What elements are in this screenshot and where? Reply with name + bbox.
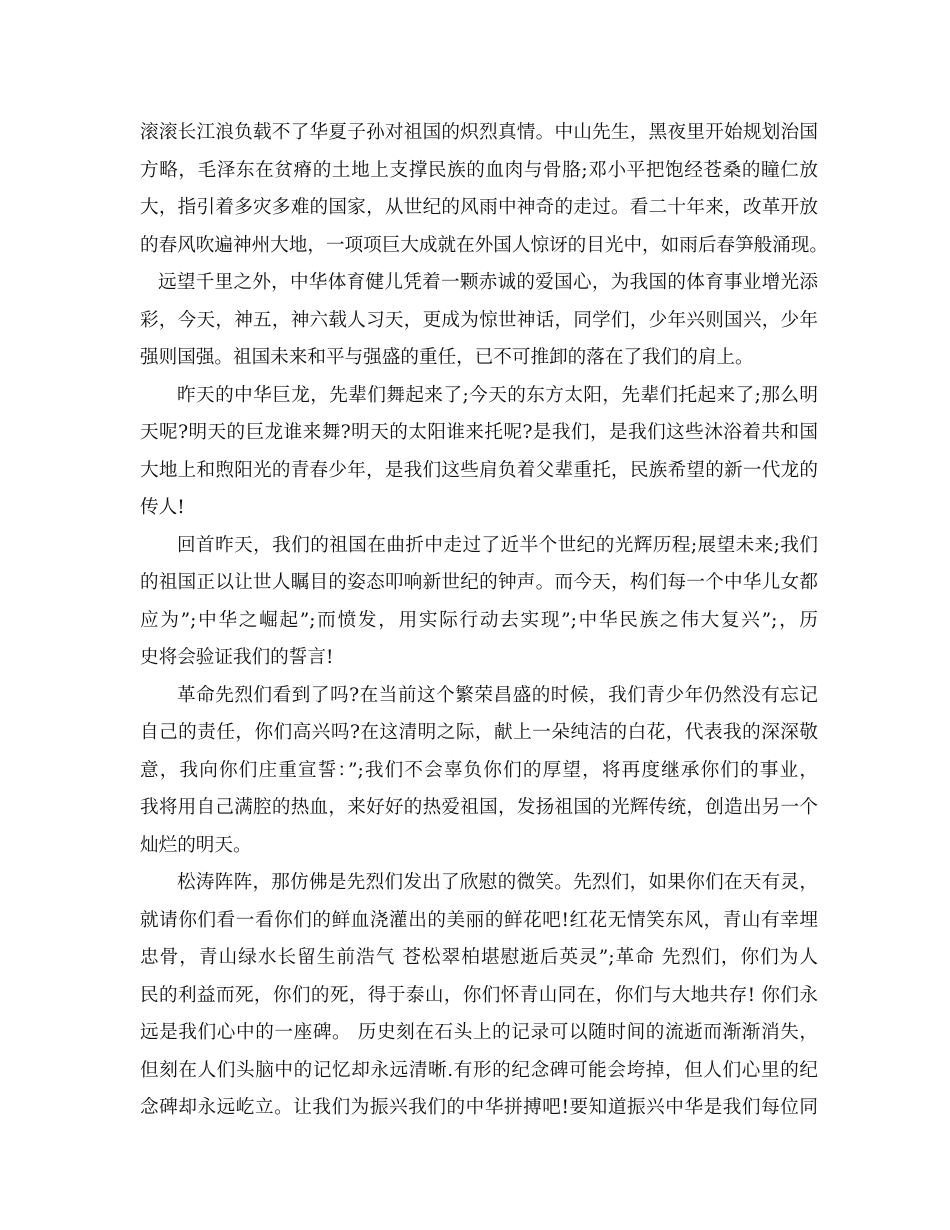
text-line: 方略，毛泽东在贫瘠的土地上支撑民族的血肉与骨胳;邓小平把饱经苍桑的瞳仁放: [140, 159, 818, 181]
text-line: 传人!: [140, 497, 185, 518]
document-body: [140, 114, 828, 1127]
paragraph: [140, 264, 818, 377]
text-line: 民的利益而死，你们的死，得于泰山，你们怀青山同在，你们与大地共存! 你们永: [140, 984, 818, 1006]
text-line: 革命先烈们看到了吗?在当前这个繁荣昌盛的时候，我们青少年仍然没有忘记: [177, 684, 818, 706]
paragraph: [140, 377, 818, 527]
text-line: 回首昨天，我们的祖国在曲折中走过了近半个世纪的光辉历程;展望未来;我们: [177, 534, 818, 556]
text-line: 自己的责任，你们高兴吗?在这清明之际，献上一朵纯洁的白花，代表我的深深敬: [140, 722, 818, 743]
paragraph: [140, 677, 818, 865]
text-line: 的春风吹遍神州大地，一项项巨大成就在外国人惊讶的目光中，如雨后春笋般涌现。: [140, 234, 828, 256]
text-line: 昨天的中华巨龙，先辈们舞起来了;今天的东方太阳，先辈们托起来了;那么明: [177, 384, 818, 406]
text-line: 忠骨，青山绿水长留生前浩气 苍松翠柏堪慰逝后英灵”;革命 先烈们，你们为人: [140, 947, 818, 968]
paragraph: [140, 527, 818, 677]
text-line: 天呢?明天的巨龙谁来舞?明天的太阳谁来托呢?是我们，是我们这些沐浴着共和国: [140, 422, 818, 443]
paragraph: [140, 864, 818, 1127]
text-line: 但刻在人们头脑中的记忆却永远清晰.有形的纪念碑可能会垮掉，但人们心里的纪: [140, 1059, 818, 1081]
text-line: 大，指引着多灾多难的国家，从世纪的风雨中神奇的走过。看二十年来，改革开放: [140, 197, 818, 218]
text-line: 史将会验证我们的誓言!: [140, 647, 334, 668]
text-line: 灿烂的明天。: [140, 834, 252, 856]
paragraph: [140, 114, 828, 264]
text-line: 意，我向你们庄重宣誓：”;我们不会辜负你们的厚望，将再度继承你们的事业，: [140, 759, 818, 781]
text-line: 滚滚长江浪负载不了华夏子孙对祖国的炽烈真情。中山先生，黑夜里开始规划治国: [140, 122, 818, 143]
text-line: 念碑却永远屹立。让我们为振兴我们的中华拼搏吧!要知道振兴中华是我们每位同: [140, 1097, 818, 1118]
text-line: 就请你们看一看你们的鲜血浇灌出的美丽的鲜花吧!红花无情笑东风，青山有幸埋: [140, 909, 818, 931]
text-line: 松涛阵阵，那仿佛是先烈们发出了欣慰的微笑。先烈们，如果你们在天有灵，: [177, 872, 818, 893]
text-line: 我将用自己满腔的热血，来好好的热爱祖国，发扬祖国的光辉传统，创造出另一个: [140, 797, 818, 818]
text-line: 远是我们心中的一座碑。 历史刻在石头上的记录可以随时间的流逝而渐渐消失，: [140, 1022, 818, 1043]
text-line: 大地上和煦阳光的青春少年，是我们这些肩负着父辈重托，民族希望的新一代龙的: [140, 459, 818, 481]
text-line: 远望千里之外，中华体育健儿凭着一颗赤诚的爱国心，为我国的体育事业增光添: [158, 272, 818, 293]
text-line: 应为”;中华之崛起”;而愤发，用实际行动去实现”;中华民族之伟大复兴”;，历: [140, 609, 818, 631]
text-line: 的祖国正以让世人瞩目的姿态叩响新世纪的钟声。而今天，构们每一个中华儿女都: [140, 572, 818, 593]
text-line: 强则国强。祖国未来和平与强盛的重任，已不可推卸的落在了我们的肩上。: [140, 347, 754, 368]
text-line: 彩，今天，神五，神六载人习天，更成为惊世神话，同学们，少年兴则国兴，少年: [140, 309, 818, 331]
